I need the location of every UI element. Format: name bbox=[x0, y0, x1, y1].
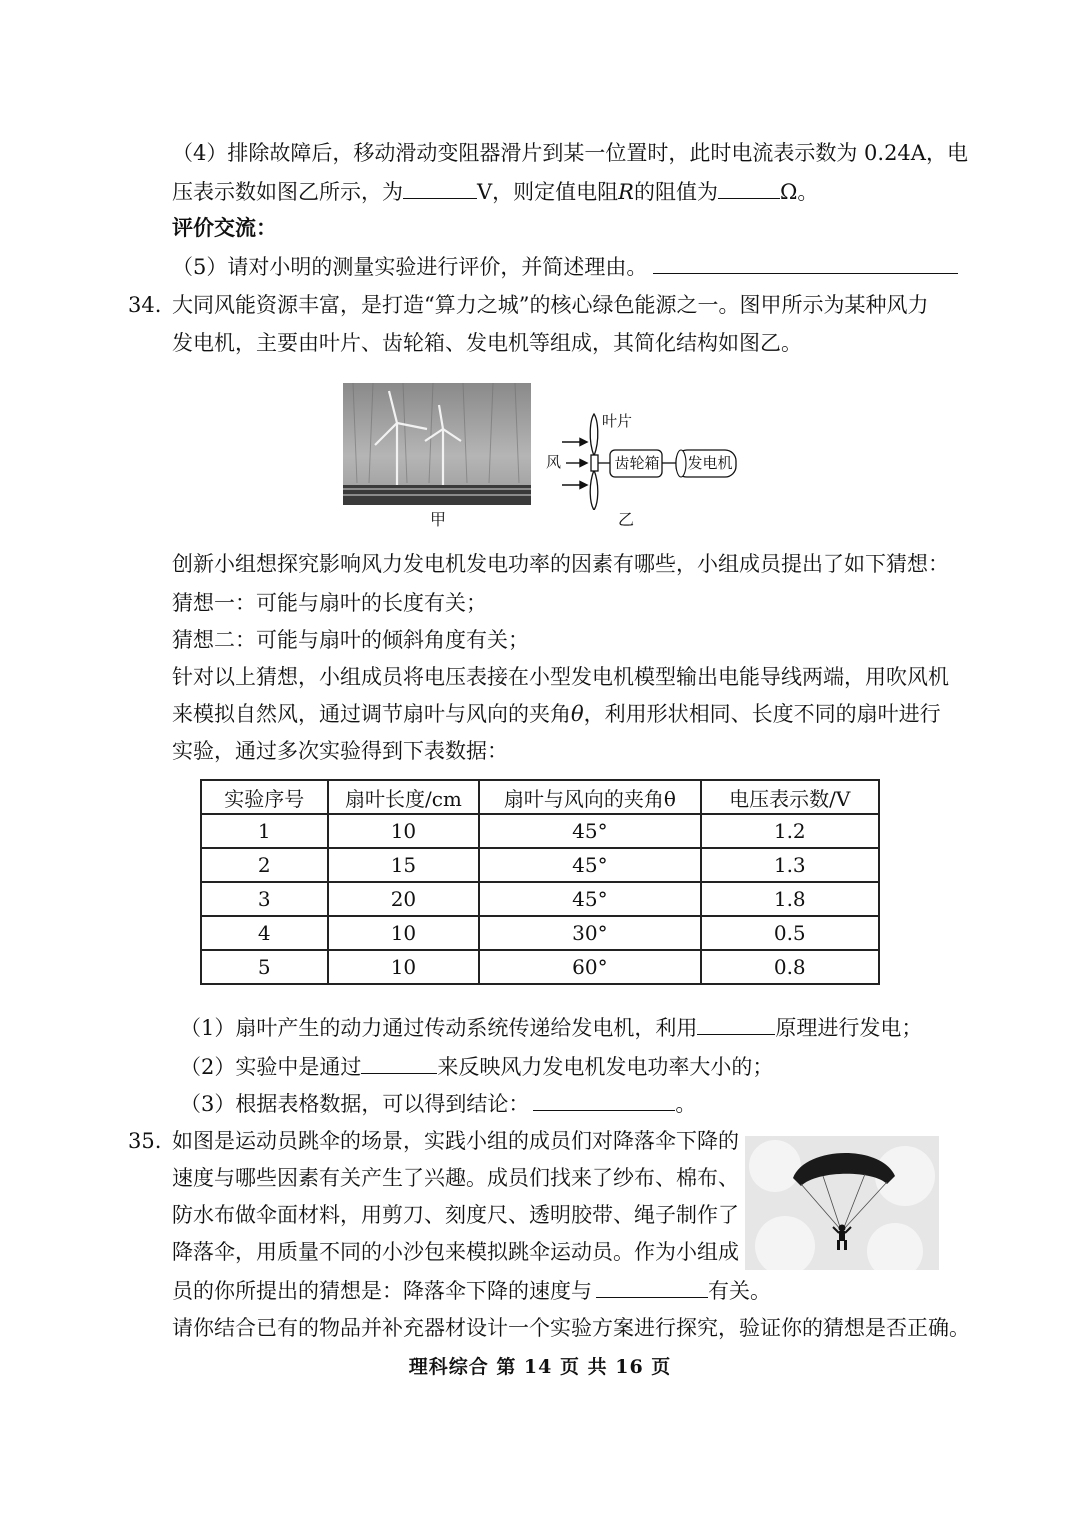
cell-angle: 60° bbox=[479, 950, 700, 984]
q34-paragraph1: 创新小组想探究影响风力发电机发电功率的因素有哪些，小组成员提出了如下猜想： bbox=[172, 552, 949, 576]
resistor-symbol: R bbox=[618, 180, 634, 204]
cell-trial: 1 bbox=[201, 814, 328, 848]
q35-line6: 请你结合已有的物品并补充器材设计一个实验方案进行探究，验证你的猜想是否正确。 bbox=[172, 1316, 970, 1340]
figure-b-caption: 乙 bbox=[618, 510, 635, 529]
cell-trial: 3 bbox=[201, 882, 328, 916]
conclusion-answer-blank[interactable] bbox=[533, 1088, 675, 1111]
table-row bbox=[201, 848, 879, 882]
blade-label: 叶片 bbox=[602, 412, 633, 430]
cell-angle: 45° bbox=[479, 814, 700, 848]
q34-s2-text-a: （2）实验中是通过 bbox=[180, 1055, 362, 1079]
header-trial-number: 实验序号 bbox=[201, 780, 328, 814]
q35-line3: 防水布做伞面材料，用剪刀、刻度尺、透明胶带、绳子制作了 bbox=[172, 1203, 739, 1227]
q33-part4-line1: （4）排除故障后，移动滑动变阻器滑片到某一位置时，此时电流表示数为 0.24A，电 bbox=[172, 141, 968, 165]
q34-paragraph2-line2 bbox=[172, 699, 941, 729]
q35-number: 35. bbox=[128, 1129, 162, 1153]
q33-part4-text-a: 压表示数如图乙所示，为 bbox=[172, 180, 403, 204]
resistance-answer-blank[interactable] bbox=[718, 176, 780, 199]
header-blade-angle: 扇叶与风向的夹角θ bbox=[479, 780, 700, 814]
turbine-schematic bbox=[544, 410, 754, 510]
q35-line5-text-a: 员的你所提出的猜想是：降落伞下降的速度与 bbox=[172, 1279, 592, 1303]
q35-line5-text-b: 有关。 bbox=[708, 1279, 771, 1303]
parachute-photo bbox=[745, 1136, 939, 1270]
table-row bbox=[201, 882, 879, 916]
q34-s3-text-a: （3）根据表格数据，可以得到结论： bbox=[180, 1092, 530, 1116]
table-header-row bbox=[201, 780, 879, 814]
cell-trial: 2 bbox=[201, 848, 328, 882]
q33-part4-line2 bbox=[172, 176, 818, 207]
q35-line5 bbox=[172, 1275, 771, 1306]
cell-length: 10 bbox=[328, 950, 480, 984]
hypothesis-answer-blank[interactable] bbox=[596, 1275, 708, 1298]
voltage-answer-blank[interactable] bbox=[403, 176, 477, 199]
evaluation-answer-blank[interactable] bbox=[653, 251, 958, 274]
cell-trial: 4 bbox=[201, 916, 328, 950]
guess-one: 猜想一：可能与扇叶的长度有关； bbox=[172, 591, 487, 615]
q34-s3-text-b: 。 bbox=[675, 1092, 697, 1116]
q34-paragraph2-text-a: 来模拟自然风，通过调节扇叶与风向的夹角 bbox=[172, 702, 571, 726]
q34-paragraph2-line1: 针对以上猜想，小组成员将电压表接在小型发电机模型输出电能导线两端，用吹风机 bbox=[172, 665, 949, 689]
figure-a-caption: 甲 bbox=[430, 510, 447, 529]
q34-subquestion3 bbox=[180, 1088, 696, 1119]
q34-intro-line2: 发电机，主要由叶片、齿轮箱、发电机等组成，其简化结构如图乙。 bbox=[172, 331, 802, 355]
q34-number: 34. bbox=[128, 293, 162, 317]
q34-subquestion2 bbox=[180, 1051, 773, 1082]
q35-line2: 速度与哪些因素有关产生了兴趣。成员们找来了纱布、棉布、 bbox=[172, 1166, 739, 1190]
q33-part4-text-b: V，则定值电阻 bbox=[477, 180, 619, 204]
cell-length: 20 bbox=[328, 882, 480, 916]
q34-s2-text-b: 来反映风力发电机发电功率大小的； bbox=[437, 1055, 774, 1079]
wind-turbine-photo bbox=[343, 383, 531, 505]
q34-subquestion1 bbox=[180, 1012, 922, 1043]
table-row bbox=[201, 950, 879, 984]
q33-part5-text: （5）请对小明的测量实验进行评价，并简述理由。 bbox=[172, 255, 648, 279]
cell-trial: 5 bbox=[201, 950, 328, 984]
cell-voltage: 0.5 bbox=[701, 916, 879, 950]
q34-intro-line1: 大同风能资源丰富，是打造“算力之城”的核心绿色能源之一。图甲所示为某种风力 bbox=[172, 293, 929, 317]
q35-line4: 降落伞，用质量不同的小沙包来模拟跳伞运动员。作为小组成 bbox=[172, 1240, 739, 1264]
q33-part4-unit: Ω。 bbox=[779, 180, 819, 204]
table-row bbox=[201, 916, 879, 950]
cell-length: 15 bbox=[328, 848, 480, 882]
table-row bbox=[201, 814, 879, 848]
gearbox-label: 齿轮箱 bbox=[614, 454, 660, 472]
indicator-answer-blank[interactable] bbox=[361, 1051, 437, 1074]
generator-label: 发电机 bbox=[687, 454, 733, 472]
q33-part5-line bbox=[172, 251, 958, 282]
q34-paragraph2-line3: 实验，通过多次实验得到下表数据： bbox=[172, 739, 508, 763]
cell-voltage: 1.8 bbox=[701, 882, 879, 916]
q35-line1: 如图是运动员跳伞的场景，实践小组的成员们对降落伞下降的 bbox=[172, 1129, 739, 1153]
cell-voltage: 1.3 bbox=[701, 848, 879, 882]
q34-s1-text-b: 原理进行发电； bbox=[775, 1016, 923, 1040]
wind-label: 风 bbox=[546, 453, 562, 471]
cell-voltage: 0.8 bbox=[701, 950, 879, 984]
header-blade-length: 扇叶长度/cm bbox=[328, 780, 480, 814]
principle-answer-blank[interactable] bbox=[697, 1012, 775, 1035]
cell-length: 10 bbox=[328, 916, 480, 950]
cell-length: 10 bbox=[328, 814, 480, 848]
q34-paragraph2-text-b: ，利用形状相同、长度不同的扇叶进行 bbox=[583, 702, 941, 726]
theta-symbol: θ bbox=[571, 702, 584, 726]
experiment-data-table bbox=[200, 779, 880, 985]
q33-part4-text-c: 的阻值为 bbox=[633, 180, 718, 204]
cell-angle: 30° bbox=[479, 916, 700, 950]
page-footer: 理科综合 第 14 页 共 16 页 bbox=[408, 1356, 672, 1378]
cell-angle: 45° bbox=[479, 848, 700, 882]
guess-two: 猜想二：可能与扇叶的倾斜角度有关； bbox=[172, 628, 529, 652]
cell-voltage: 1.2 bbox=[701, 814, 879, 848]
evaluation-heading: 评价交流： bbox=[172, 215, 277, 240]
header-voltage: 电压表示数/V bbox=[701, 780, 879, 814]
q34-s1-text-a: （1）扇叶产生的动力通过传动系统传递给发电机，利用 bbox=[180, 1016, 698, 1040]
cell-angle: 45° bbox=[479, 882, 700, 916]
